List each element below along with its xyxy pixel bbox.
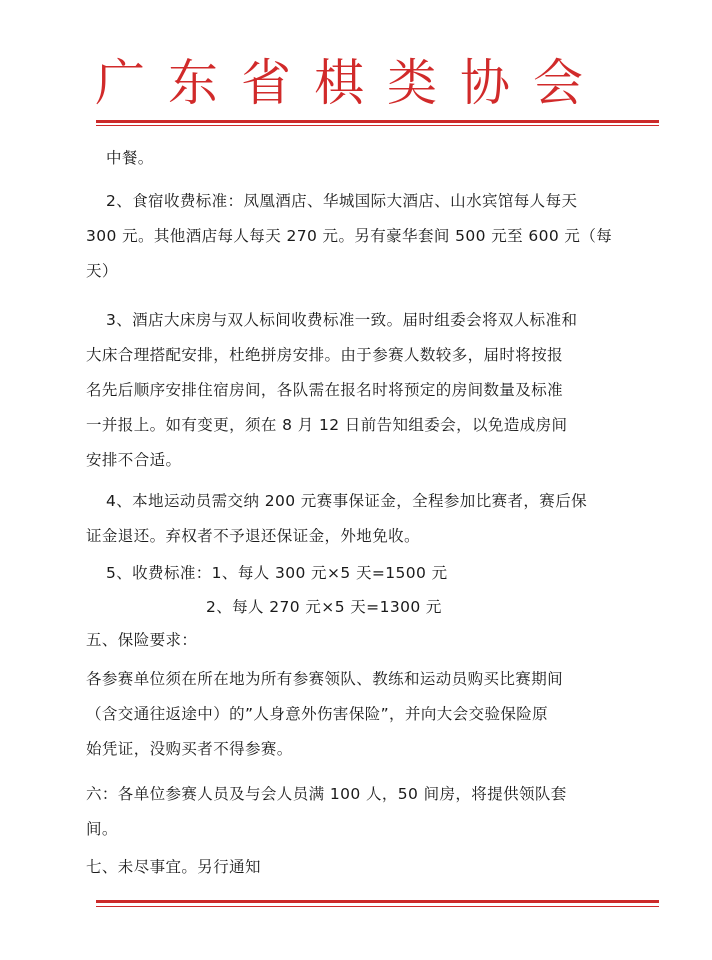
body-line: 3、酒店大床房与双人标间收费标准一致。届时组委会将双人标准和 [106, 311, 578, 329]
fee-line-1: 5、收费标准：1、每人 300 元×5 天=1500 元 [106, 564, 448, 582]
body-line: 六：各单位参赛人员及与会人员满 100 人，50 间房，将提供领队套 [86, 785, 567, 803]
body-line: 各参赛单位须在所在地为所有参赛领队、教练和运动员购买比赛期间 [86, 670, 564, 688]
body-line: 天） [86, 262, 118, 280]
body-line: 证金退还。弃权者不予退还保证金，外地免收。 [86, 527, 420, 545]
body-line: 始凭证，没购买者不得参赛。 [86, 740, 293, 758]
body-line: 名先后顺序安排住宿房间，各队需在报名时将预定的房间数量及标准 [86, 381, 564, 399]
body-line: （含交通往返途中）的”人身意外伤害保险”，并向大会交验保险原 [86, 705, 549, 723]
footer-rule-bottom [96, 906, 659, 907]
body-line: 中餐。 [106, 149, 154, 167]
body-line: 大床合理搭配安排，杜绝拼房安排。由于参赛人数较多，届时将按报 [86, 346, 564, 364]
body-line: 安排不合适。 [86, 451, 182, 469]
body-line: 七、未尽事宜。另行通知 [86, 858, 261, 876]
body-line: 2、食宿收费标准：凤凰酒店、华城国际大酒店、山水宾馆每人每天 [106, 192, 578, 210]
section-heading-insurance: 五、保险要求： [86, 631, 198, 649]
fee-line-2: 2、每人 270 元×5 天=1300 元 [206, 598, 442, 616]
body-line: 间。 [86, 820, 118, 838]
letterhead-title: 广东省棋类协会 [95, 54, 606, 112]
footer-rule-top [96, 900, 659, 903]
body-line: 一并报上。如有变更，须在 8 月 12 日前告知组委会，以免造成房间 [86, 416, 568, 434]
body-line: 300 元。其他酒店每人每天 270 元。另有豪华套间 500 元至 600 元（每 [86, 227, 613, 245]
body-line: 4、本地运动员需交纳 200 元赛事保证金，全程参加比赛者，赛后保 [106, 492, 588, 510]
